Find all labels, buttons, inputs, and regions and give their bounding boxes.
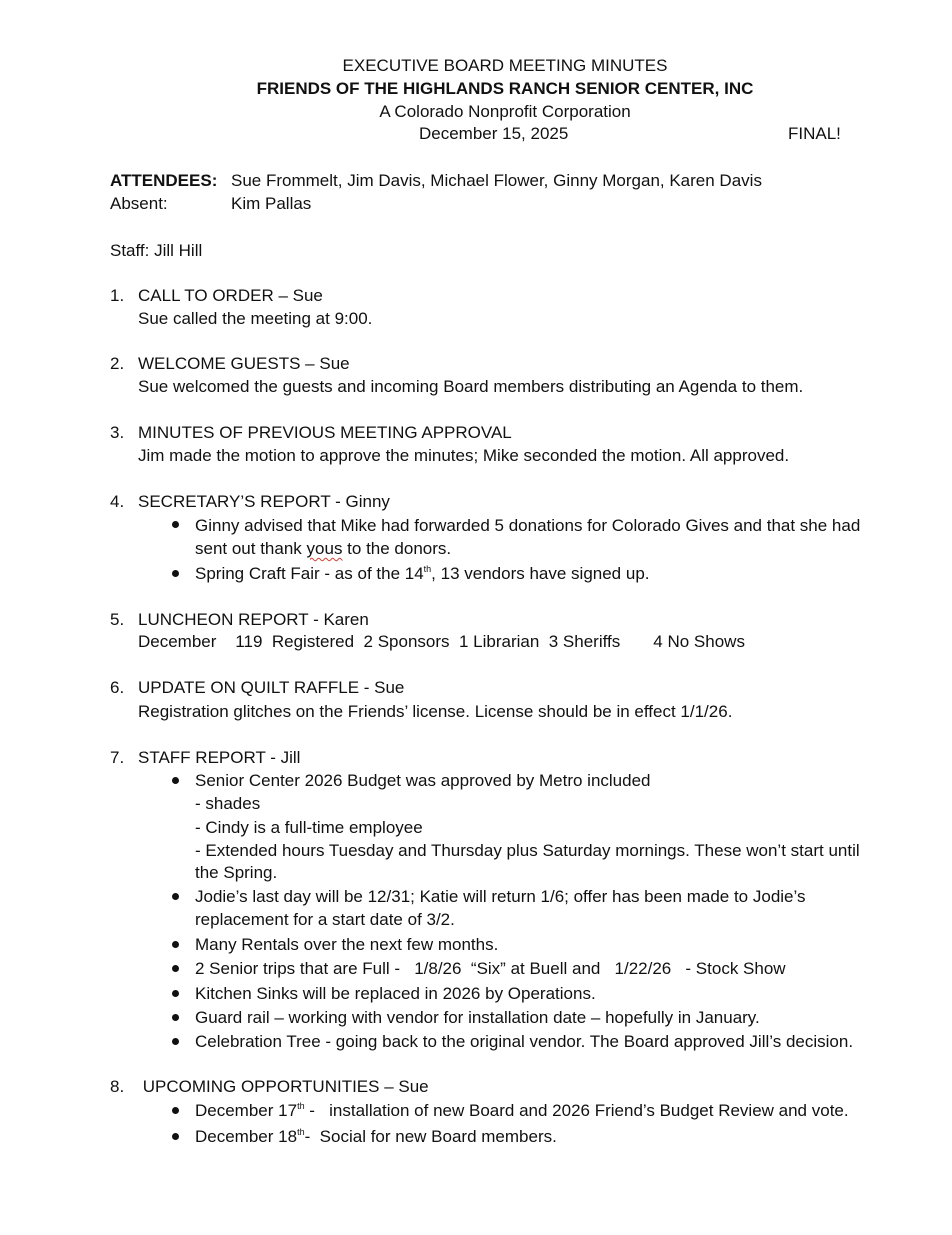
- org-type: A Colorado Nonprofit Corporation: [379, 102, 631, 121]
- item-title: STAFF REPORT - Jill: [138, 748, 301, 767]
- bullet-icon: [172, 965, 179, 972]
- sub-item: - shades: [195, 794, 261, 813]
- ordinal-suffix: th: [297, 1101, 305, 1111]
- item-number: 8.: [110, 1077, 125, 1096]
- absent-label: Absent:: [110, 194, 168, 213]
- bullet-icon: [172, 777, 179, 784]
- attendees-label: ATTENDEES:: [110, 171, 218, 190]
- item-title: CALL TO ORDER – Sue: [138, 286, 323, 305]
- bullet-text: Jodie’s last day will be 12/31; Katie will return 1/6; offer has been made to Jodie’s: [195, 887, 806, 906]
- meeting-date: December 15, 2025: [419, 124, 569, 143]
- bullet-icon: [172, 1014, 179, 1021]
- ordinal-suffix: th: [423, 564, 432, 574]
- bullet-icon: [172, 893, 179, 900]
- text-run: - installation of new Board and 2026 Friend’s Budget Review and vote.: [304, 1101, 849, 1120]
- item-title: MINUTES OF PREVIOUS MEETING APPROVAL: [138, 423, 512, 442]
- org-name: FRIENDS OF THE HIGHLANDS RANCH SENIOR CENTER, INC: [256, 79, 754, 98]
- bullet-icon: [172, 941, 179, 948]
- item-title: UPDATE ON QUILT RAFFLE - Sue: [138, 678, 405, 697]
- bullet-text: [195, 1126, 557, 1148]
- item-number: 1.: [110, 286, 125, 305]
- item-body: December 119 Registered 2 Sponsors 1 Librarian 3 Sheriffs 4 No Shows: [138, 632, 745, 651]
- sub-item-continued: the Spring.: [195, 863, 278, 882]
- item-number: 5.: [110, 610, 125, 629]
- item-title: LUNCHEON REPORT - Karen: [138, 610, 369, 629]
- text-run: sent out thank: [195, 539, 307, 558]
- bullet-text: Guard rail – working with vendor for installation date – hopefully in January.: [195, 1008, 760, 1027]
- sub-item: - Extended hours Tuesday and Thursday plus Saturday mornings. These won’t start until: [195, 841, 860, 860]
- item-title: WELCOME GUESTS – Sue: [138, 354, 350, 373]
- bullet-text: Celebration Tree - going back to the original vendor. The Board approved Jill’s decision.: [195, 1032, 854, 1051]
- attendees-names: Sue Frommelt, Jim Davis, Michael Flower, Ginny Morgan, Karen Davis: [231, 171, 762, 190]
- text-run: , 13 vendors have signed up.: [431, 564, 650, 583]
- text-run: December 18: [195, 1127, 298, 1146]
- absent-names: Kim Pallas: [231, 194, 312, 213]
- bullet-text: Senior Center 2026 Budget was approved by Metro included: [195, 771, 651, 790]
- staff-line: Staff: Jill Hill: [110, 241, 203, 260]
- item-body: Registration glitches on the Friends’ license. License should be in effect 1/1/26.: [138, 702, 733, 721]
- bullet-text-continued: replacement for a start date of 3/2.: [195, 910, 455, 929]
- item-number: 4.: [110, 492, 125, 511]
- bullet-text-continued: [195, 538, 451, 560]
- ordinal-suffix: th: [297, 1127, 305, 1137]
- item-title: SECRETARY’S REPORT - Ginny: [138, 492, 390, 511]
- item-body: Sue called the meeting at 9:00.: [138, 309, 373, 328]
- bullet-icon: [172, 1133, 179, 1140]
- item-number: 6.: [110, 678, 125, 697]
- bullet-icon: [172, 990, 179, 997]
- doc-title: EXECUTIVE BOARD MEETING MINUTES: [342, 56, 668, 75]
- bullet-text: Ginny advised that Mike had forwarded 5 donations for Colorado Gives and that she had: [195, 516, 861, 535]
- bullet-text: Kitchen Sinks will be replaced in 2026 by Operations.: [195, 984, 596, 1003]
- bullet-icon: [172, 570, 179, 577]
- bullet-icon: [172, 521, 179, 528]
- bullet-text: [195, 563, 650, 585]
- item-number: 3.: [110, 423, 125, 442]
- item-number: 7.: [110, 748, 125, 767]
- bullet-text: [195, 1100, 849, 1122]
- sub-item: - Cindy is a full-time employee: [195, 818, 423, 837]
- item-body: Sue welcomed the guests and incoming Board members distributing an Agenda to them.: [138, 377, 804, 396]
- status-label: FINAL!: [788, 124, 841, 143]
- bullet-text: 2 Senior trips that are Full - 1/8/26 “Six” at Buell and 1/22/26 - Stock Show: [195, 959, 786, 978]
- text-run: Spring Craft Fair - as of the 14: [195, 564, 424, 583]
- text-run: - Social for new Board members.: [304, 1127, 557, 1146]
- text-run: December 17: [195, 1101, 298, 1120]
- bullet-text: Many Rentals over the next few months.: [195, 935, 499, 954]
- spellcheck-word: yous: [306, 539, 343, 558]
- bullet-icon: [172, 1038, 179, 1045]
- text-run: to the donors.: [342, 539, 452, 558]
- item-body: Jim made the motion to approve the minutes; Mike seconded the motion. All approved.: [138, 446, 790, 465]
- item-title: UPCOMING OPPORTUNITIES – Sue: [138, 1077, 429, 1096]
- item-number: 2.: [110, 354, 125, 373]
- bullet-icon: [172, 1107, 179, 1114]
